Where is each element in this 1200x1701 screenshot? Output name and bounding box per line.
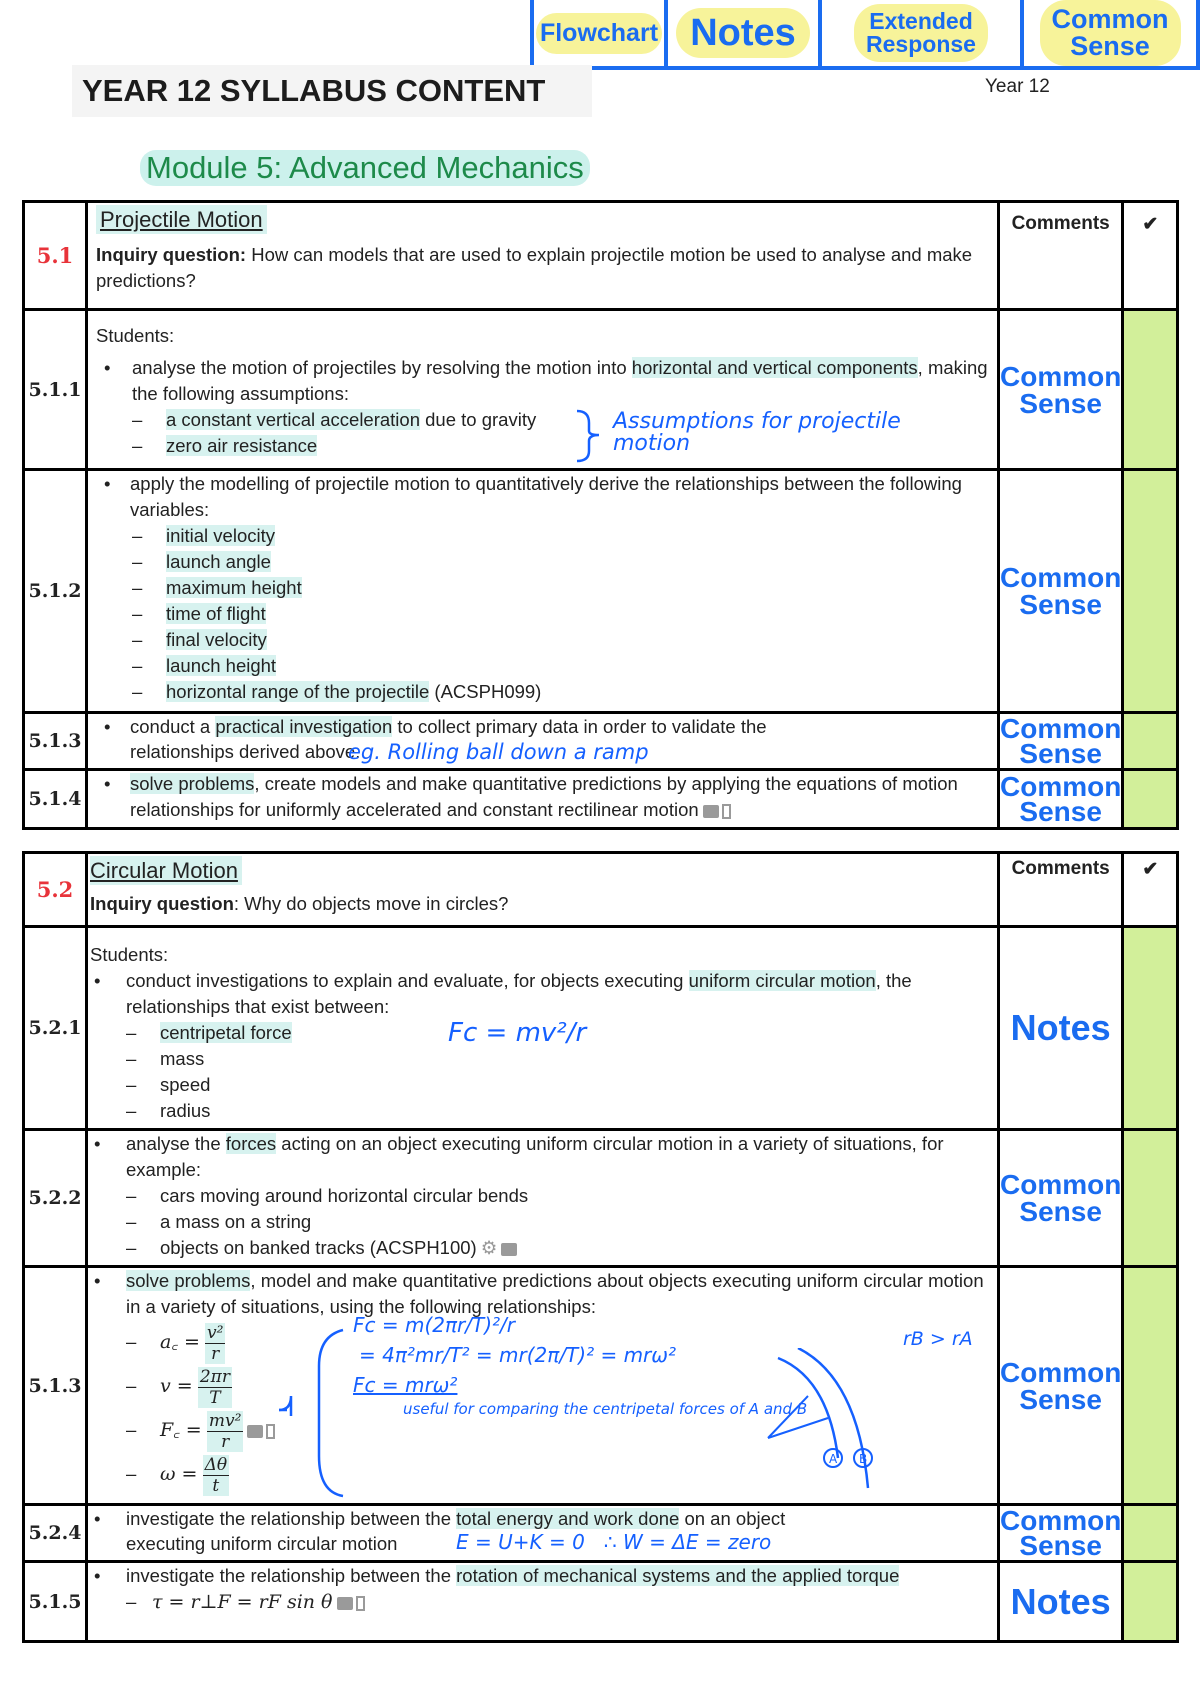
row-content (87, 1505, 999, 1562)
label: Common (1000, 360, 1122, 392)
row-code: 5.2.4 (24, 1505, 87, 1562)
note-line: Fc = m(2πr/T)²/r (353, 1313, 515, 1337)
nav-extended-cell (822, 0, 1024, 66)
students-intro: Students: (90, 944, 169, 965)
text: to collect primary data in order to validate the relationships derived above. (130, 716, 767, 762)
table-row (24, 1267, 1178, 1505)
comment-cell (999, 1130, 1123, 1267)
list-item: – cars moving around horizontal circular bends (90, 1183, 989, 1209)
handwritten-note: eg. Rolling ball down a ramp (348, 740, 649, 764)
comment-cell (999, 1505, 1123, 1562)
computer-icon (337, 1597, 353, 1610)
table-row (24, 470, 1178, 713)
list-item (90, 1235, 989, 1261)
circular-motion-link[interactable]: Circular Motion (90, 856, 242, 885)
list-item (96, 549, 989, 575)
check-cell[interactable] (1123, 713, 1178, 770)
highlight: zero air resistance (166, 435, 318, 456)
check-cell[interactable] (1123, 1562, 1178, 1642)
common-sense-link[interactable] (1000, 771, 1122, 827)
label: Common (1000, 562, 1122, 593)
row-code: 5.2.1 (24, 927, 87, 1130)
notes-link[interactable]: Notes (1010, 1007, 1111, 1048)
row-content (87, 310, 999, 470)
handwritten-note (613, 411, 901, 455)
row-content (87, 1267, 999, 1505)
equation: F꜀ = (160, 1419, 202, 1441)
circular-motion-table (22, 851, 1179, 1643)
circle-diagram (738, 1348, 908, 1498)
highlight: centripetal force (160, 1022, 292, 1043)
students-intro: Students: (96, 325, 175, 346)
fraction (198, 1367, 232, 1408)
common-sense-link[interactable] (1000, 1171, 1121, 1225)
text: analyse the motion of projectiles by resolving the motion into (132, 357, 632, 378)
label: Common (1000, 1169, 1122, 1200)
list-item (96, 771, 989, 823)
list-item: – radius (90, 1098, 989, 1124)
check-cell[interactable] (1123, 927, 1178, 1130)
numerator: v² (207, 1322, 224, 1343)
table-row (24, 1130, 1178, 1267)
label: Sense (1019, 1196, 1102, 1227)
extended-response-button[interactable] (854, 4, 988, 62)
text: (ACSPH099) (429, 681, 542, 702)
inquiry-text: : Why do objects move in circles? (233, 893, 509, 914)
list-item (90, 1563, 989, 1589)
list-item: • apply the modelling of projectile motion to quantitatively derive the relationships between the following variables: (96, 471, 989, 523)
numerator: 2πr (199, 1366, 230, 1387)
top-nav (530, 0, 1200, 70)
row-code: 5.1.5 (24, 1562, 87, 1642)
row-content (87, 1562, 999, 1642)
comments-header: Comments (999, 853, 1123, 927)
highlight: practical investigation (215, 716, 393, 737)
table-row (24, 853, 1178, 927)
row-code: 5.1.3 (24, 713, 87, 770)
row-code: 5.1.3 (24, 1267, 87, 1505)
fraction (205, 1323, 225, 1364)
row-code: 5.1.2 (24, 470, 87, 713)
label: Common (1000, 771, 1122, 802)
label: Sense (1019, 1383, 1102, 1415)
text: acting on an object executing uniform circular motion in a variety of situations, for example: (126, 1133, 944, 1180)
text: due to gravity (420, 409, 537, 430)
table-row (24, 1505, 1178, 1562)
brace-annotation (273, 1326, 363, 1498)
highlight: final velocity (166, 629, 267, 650)
handwritten-note: E = U+K = 0 ∴ W = ΔE = zero (456, 1530, 772, 1554)
text: conduct investigations to explain and evaluate, for objects executing (126, 970, 689, 991)
highlight: launch angle (166, 551, 271, 572)
equation: ω = (160, 1463, 198, 1485)
comment-cell (999, 1267, 1123, 1505)
common-sense-link[interactable] (1000, 564, 1121, 618)
denominator: r (221, 1431, 230, 1452)
table-row (24, 770, 1178, 829)
highlight: rotation of mechanical systems and the applied torque (456, 1565, 900, 1586)
common-sense-link[interactable] (1000, 1505, 1122, 1561)
computer-icon (703, 805, 719, 818)
highlight: horizontal and vertical components (631, 357, 918, 378)
page-title: YEAR 12 SYLLABUS CONTENT (72, 65, 592, 117)
table-row (24, 927, 1178, 1130)
list-item (90, 1131, 989, 1183)
table-row (24, 713, 1178, 770)
note-line: useful for comparing the centripetal forces of A and B (403, 1400, 808, 1418)
label: Common (1000, 1505, 1122, 1536)
gear-icon: ⚙ (480, 1237, 498, 1258)
inquiry-question (96, 242, 989, 294)
note-line: Assumptions for projectile (613, 409, 901, 434)
row-content (87, 713, 999, 770)
check-cell[interactable] (1123, 470, 1178, 713)
projectile-motion-table (22, 200, 1179, 830)
comment-cell (999, 770, 1123, 829)
extended-label-2: Response (866, 31, 976, 57)
label: Sense (1019, 589, 1102, 620)
year-label: Year 12 (985, 76, 1050, 97)
label: Sense (1019, 1530, 1102, 1561)
comment-cell (999, 927, 1123, 1130)
text: , model and make quantitative predictions about objects executing uniform circular motion in a variety of situations, using the following relationships: (126, 1270, 984, 1317)
inquiry-label: Inquiry question (90, 893, 234, 914)
note-line: Fc = mrω² (353, 1373, 458, 1397)
comment-cell (999, 1562, 1123, 1642)
tablet-icon (722, 804, 731, 819)
computer-icon (501, 1243, 517, 1256)
text: conduct a (130, 716, 216, 737)
check-header: ✔ (1123, 202, 1178, 310)
list-item (96, 575, 989, 601)
text: investigate the relationship between the (126, 1565, 457, 1586)
list-item (96, 679, 989, 705)
row-code: 5.1.4 (24, 770, 87, 829)
text: investigate the relationship between the (126, 1508, 457, 1529)
svg-text:A: A (829, 1452, 838, 1466)
text: on an object executing uniform circular motion (126, 1508, 786, 1554)
check-cell[interactable] (1123, 1267, 1178, 1505)
row-content (87, 1130, 999, 1267)
label: Sense (1019, 738, 1102, 769)
highlight: uniform circular motion (688, 970, 876, 991)
text: objects on banked tracks (ACSPH100) (160, 1237, 477, 1258)
comment-cell (999, 713, 1123, 770)
note-line: motion (613, 431, 691, 456)
equation: τ = r⊥F = rF sin θ (152, 1591, 333, 1613)
common-sense-link[interactable] (1000, 1356, 1122, 1415)
check-cell[interactable] (1123, 1505, 1178, 1562)
list-item (96, 627, 989, 653)
text: , the relationships that exist between: (126, 970, 912, 1017)
highlight: solve problems (126, 1270, 251, 1291)
fraction (203, 1455, 230, 1496)
label: Sense (1019, 387, 1102, 419)
list-item: – speed (90, 1072, 989, 1098)
highlight: initial velocity (166, 525, 275, 546)
row-code: 5.1.1 (24, 310, 87, 470)
list-item (96, 523, 989, 549)
text: , making the following assumptions: (132, 357, 988, 404)
comment-cell (999, 310, 1123, 470)
section-header-cell (87, 202, 999, 310)
table-row (24, 1562, 1178, 1642)
section-code: 5.2 (24, 853, 87, 927)
nav-flowchart-cell (534, 0, 668, 66)
table-row (24, 310, 1178, 470)
label: Sense (1019, 796, 1102, 827)
common-label-1: Common (1051, 4, 1169, 34)
common-sense-link[interactable] (1000, 713, 1122, 769)
highlight: forces (225, 1133, 277, 1154)
equation: v = (160, 1375, 193, 1397)
inquiry-label: Inquiry question: (96, 244, 247, 265)
fraction (207, 1411, 244, 1452)
computer-icon (247, 1425, 263, 1438)
denominator: T (209, 1387, 221, 1408)
comments-header: Comments (999, 202, 1123, 310)
list-item (96, 355, 989, 407)
notes-button[interactable]: Notes (676, 8, 810, 58)
handwritten-note: Fc = mv²/r (448, 1018, 587, 1048)
common-sense-link[interactable] (1000, 360, 1122, 419)
nav-common-cell (1024, 0, 1196, 66)
inquiry-question (90, 891, 989, 917)
brace-annotation (573, 407, 603, 463)
note-line: = 4π²mr/T² = mr(2π/T)² = mrω² (359, 1343, 677, 1367)
svg-text:B: B (859, 1452, 868, 1466)
check-cell[interactable] (1123, 770, 1178, 829)
label: Common (1000, 1356, 1122, 1388)
tablet-icon (356, 1596, 365, 1611)
label: Common (1000, 713, 1122, 744)
row-content (87, 927, 999, 1130)
list-item (96, 653, 989, 679)
comment-cell (999, 470, 1123, 713)
common-label-2: Sense (1070, 31, 1150, 61)
highlight: horizontal range of the projectile (166, 681, 430, 702)
numerator: mv² (208, 1410, 242, 1431)
check-header: ✔ (1123, 853, 1178, 927)
highlight: launch height (166, 655, 277, 676)
numerator: Δθ (204, 1454, 228, 1475)
list-item (90, 968, 989, 1020)
flowchart-button[interactable]: Flowchart (536, 13, 662, 54)
highlight: a constant vertical acceleration (166, 409, 420, 430)
section-header-cell (87, 853, 999, 927)
list-item (96, 601, 989, 627)
section-code: 5.1 (24, 202, 87, 310)
nav-notes-cell (668, 0, 822, 66)
denominator: r (211, 1343, 220, 1364)
module-title: Module 5: Advanced Mechanics (140, 150, 590, 186)
list-item: – mass (90, 1046, 989, 1072)
handwritten-note: rB > rA (903, 1328, 973, 1350)
denominator: t (212, 1475, 220, 1496)
row-content (87, 470, 999, 713)
extended-label-1: Extended (869, 8, 973, 34)
check-cell[interactable] (1123, 310, 1178, 470)
inquiry-text: How can models that are used to explain projectile motion be used to analyse and make predictions? (96, 244, 973, 291)
highlight: maximum height (166, 577, 302, 598)
projectile-motion-link[interactable]: Projectile Motion (96, 205, 267, 234)
table-row (24, 202, 1178, 310)
row-code: 5.2.2 (24, 1130, 87, 1267)
text: analyse the (126, 1133, 226, 1154)
highlight: solve problems (130, 773, 255, 794)
text: , create models and make quantitative predictions by applying the equations of motion relationships for uniformly accelerated and constant rectilinear motion (130, 773, 958, 820)
check-cell[interactable] (1123, 1130, 1178, 1267)
notes-link[interactable]: Notes (1010, 1580, 1111, 1622)
common-sense-button[interactable] (1040, 0, 1181, 66)
equation-item (90, 1589, 989, 1615)
list-item: – a mass on a string (90, 1209, 989, 1235)
highlight: time of flight (166, 603, 266, 624)
row-content (87, 770, 999, 829)
highlight: total energy and work done (456, 1508, 680, 1529)
equation: a꜀ = (160, 1331, 200, 1353)
